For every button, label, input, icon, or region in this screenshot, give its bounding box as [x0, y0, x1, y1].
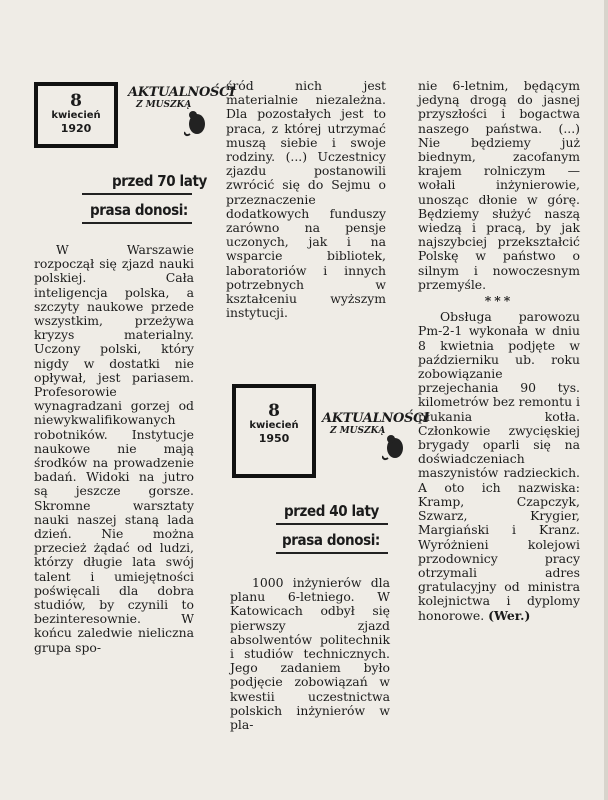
date-box-1950 [232, 384, 316, 478]
heading-70-years: przed 70 laty [112, 172, 207, 190]
heading-press-reports: prasa donosi: [282, 531, 380, 549]
mouse-icon [184, 108, 210, 138]
heading-rule [276, 523, 388, 525]
date-month: kwiecień [249, 420, 299, 431]
date-month: kwiecień [51, 110, 101, 121]
article-column-1 [34, 243, 194, 655]
logo-title: AKTUALNOŚCI [128, 85, 235, 100]
heading-press-reports: prasa donosi: [90, 201, 188, 219]
article-text: Obsługa parowozu Pm-2-1 wykonała w dniu 8 kwietnia podjęte w październiku ub. roku zobowiązanie przejechania 90 tys. kilometrów bez remontu i płukania kotła. Członkowie zwycięskiej brygady oparli się na doświadczeniach maszynistów radzieckich. A oto ich nazwiska: Kramp, Czapczyk, Szwarz, Krygier, Margiański i Kranz. Wyróżnieni kolejowi przodownicy pracy otrzymali adres gratulacyjny od ministra kolejnictwa i dyplomy honorowe. [418, 309, 580, 623]
column-logo [128, 85, 235, 110]
article-column-3 [418, 79, 580, 623]
article-paragraph [418, 310, 580, 622]
heading-rule [82, 193, 192, 195]
column-logo [322, 411, 429, 436]
date-year: 1950 [258, 432, 290, 445]
article-column-2b [230, 576, 390, 732]
article-paragraph: nie 6-letnim, będącym jedyną drogą do jasnej przyszłości i bogactwa naszego państwa. (...) Nie będziemy już biednym, zacofanym krajem rolniczym — wołali inżynierowie, unosząc dłonie w górę. Będziemy służyć naszą wiedzą i pracą, by jak najszybciej przekształcić Polskę w państwo o silnym i nowoczesnym przemyśle. [418, 78, 580, 292]
article-column-2 [226, 79, 386, 320]
heading-rule [82, 222, 192, 224]
heading-40-years: przed 40 laty [284, 502, 379, 520]
article-paragraph: 1000 inżynierów dla planu 6-letniego. W Katowicach odbył się pierwszy zjazd absolwentów politechnik i studiów technicznych. Jego zadaniem było podjęcie zobowiązań w kwestii uczestnictwa polskich inżynierów w pla- [230, 575, 390, 733]
date-box-1920 [34, 82, 118, 148]
author-signature: (Wer.) [488, 607, 531, 623]
article-paragraph: W Warszawie rozpoczął się zjazd nauki polskiej. Cała inteligencja polska, a szczyty naukowe przede wszystkim, przeżywa kryzys materialny. Uczony polski, który nigdy w dostatki nie opływał, jest pariasem. Profesorowie wynagradzani gorzej od niewykwalifikowanych robotników. Instytucje naukowe nie mają środków na prowadzenie badań. Widoki na jutro są jeszcze gorsze. Skromne warsztaty nauki naszej staną lada dzień. Nie można przecież żądać od ludzi, którzy długie lata swój talent i umiejętności poświęcali dla dobra studiów, by czynili to bezinteresownie. W końcu zaledwie nieliczna grupa spo- [34, 242, 194, 655]
date-year: 1920 [60, 122, 92, 135]
logo-subtitle: Z MUSZKĄ [330, 426, 386, 436]
heading-rule [276, 552, 388, 554]
date-day: 8 [268, 401, 280, 421]
article-paragraph: śród nich jest materialnie niezależna. Dla pozostałych jest to praca, z której utrzymać muszą siebie i swoje rodziny. (...) Uczestnicy zjazdu postanowili zwrócić się do Sejmu o przeznaczenie dodatkowych funduszy zarówno na pensje uczonych, jak i na wsparcie bibliotek, laboratoriów i innych potrzebnych w kształceniu wyższym instytucji. [226, 78, 386, 321]
section-separator: *** [484, 293, 514, 309]
logo-title: AKTUALNOŚCI [322, 411, 429, 426]
date-day: 8 [70, 91, 82, 111]
mouse-icon [382, 432, 408, 462]
page-edge [604, 0, 608, 800]
logo-subtitle: Z MUSZKĄ [136, 100, 192, 110]
